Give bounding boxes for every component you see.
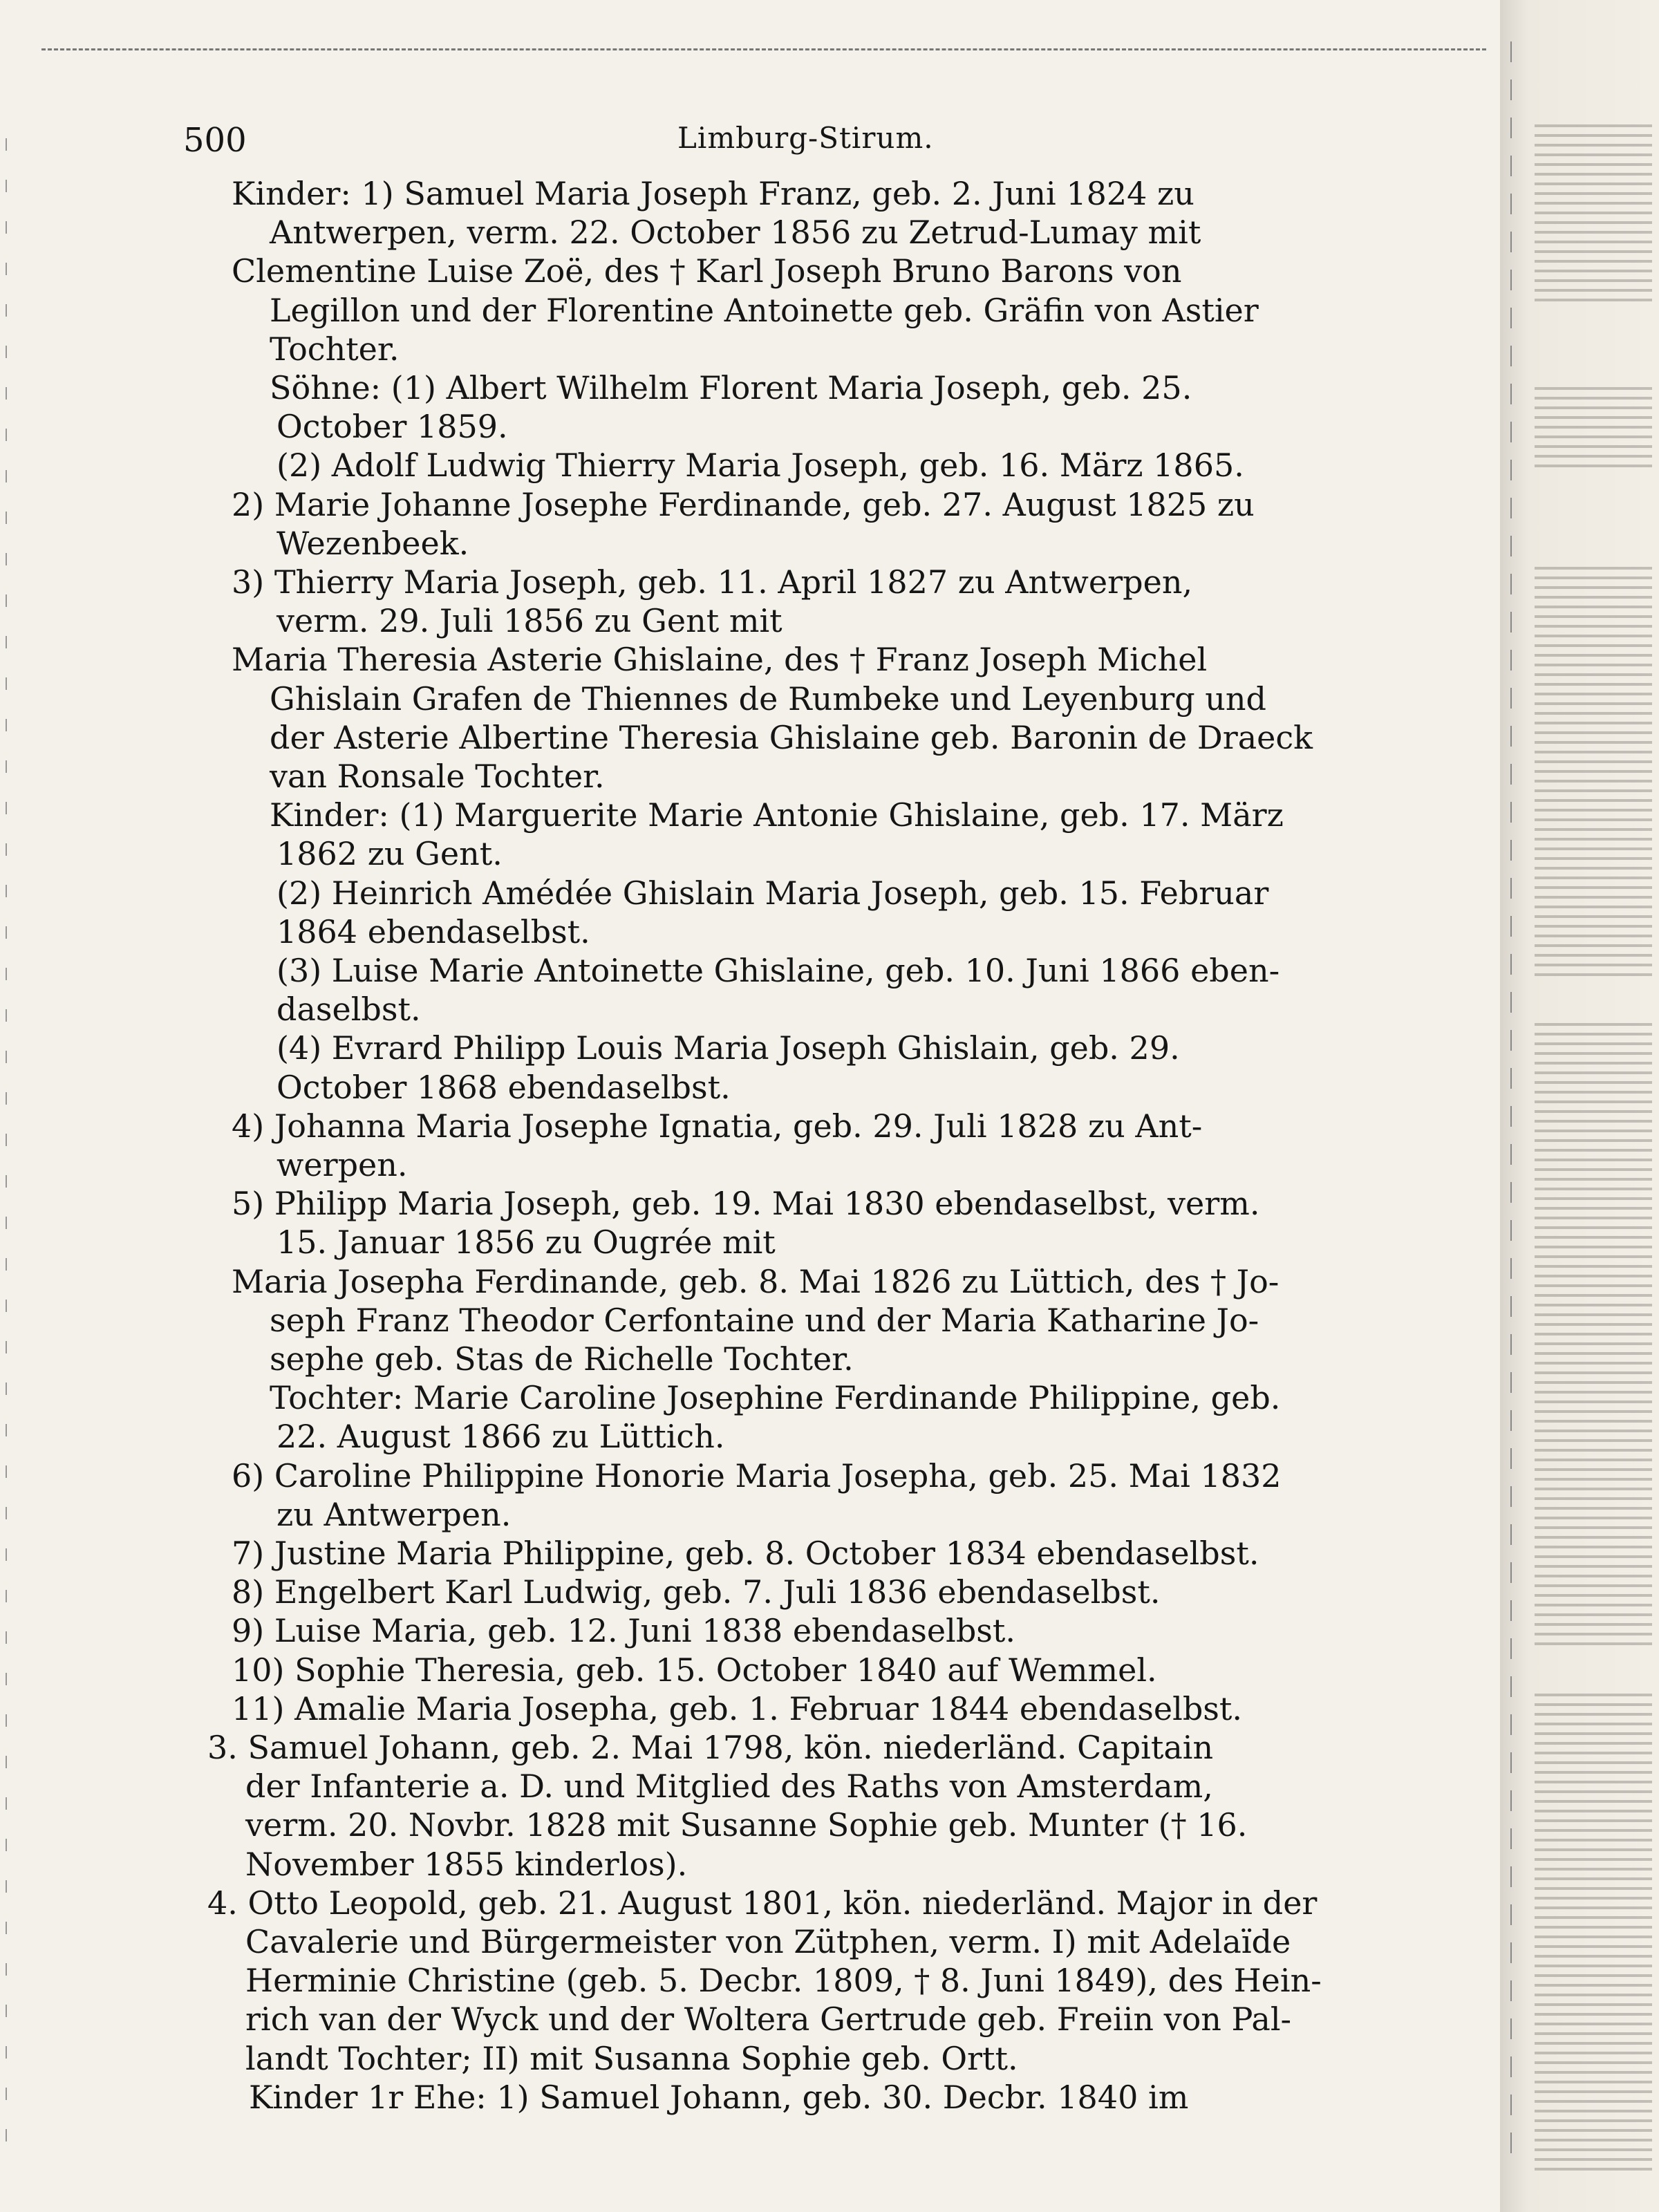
text-line: Ghislain Grafen de Thiennes de Rumbeke und Leyenburg und (270, 679, 1266, 718)
text-line: Maria Josepha Ferdinande, geb. 8. Mai 1826 zu Lüttich, des † Jo- (232, 1262, 1280, 1300)
text-line: Cavalerie und Bürgermeister von Zütphen, verm. I) mit Adelaïde (245, 1923, 1291, 1960)
text-line: October 1868 ebendaselbst. (276, 1068, 731, 1106)
text-line: verm. 20. Novbr. 1828 mit Susanne Sophie geb. Munter († 16. (245, 1806, 1248, 1844)
text-line: 9) Luise Maria, geb. 12. Juni 1838 ebendaselbst. (232, 1612, 1016, 1650)
text-line: Wezenbeek. (276, 524, 469, 562)
text-line: der Asterie Albertine Theresia Ghislaine geb. Baronin de Draeck (270, 718, 1313, 756)
text-line: daselbst. (276, 991, 421, 1029)
text-line: 8) Engelbert Karl Ludwig, geb. 7. Juli 1836 ebendaselbst. (232, 1573, 1161, 1611)
text-line: 7) Justine Maria Philippine, geb. 8. October 1834 ebendaselbst. (232, 1535, 1259, 1572)
text-line: 1864 ebendaselbst. (276, 912, 590, 950)
text-line: 11) Amalie Maria Josepha, geb. 1. Februar 1844 ebendaselbst. (232, 1689, 1242, 1727)
text-line: (2) Heinrich Amédée Ghislain Maria Joseph, geb. 15. Februar (276, 874, 1269, 912)
text-line: verm. 29. Juli 1856 zu Gent mit (276, 602, 782, 640)
text-line: 4. Otto Leopold, geb. 21. August 1801, kön. niederländ. Major in der (207, 1884, 1318, 1922)
text-line: 4) Johanna Maria Josephe Ignatia, geb. 29. Juli 1828 zu Ant- (232, 1107, 1203, 1145)
text-line: 15. Januar 1856 zu Ougrée mit (276, 1224, 776, 1262)
text-line: werpen. (276, 1146, 408, 1183)
text-line: der Infanterie a. D. und Mitglied des Raths von Amsterdam, (245, 1768, 1213, 1806)
text-line: 6) Caroline Philippine Honorie Maria Josepha, geb. 25. Mai 1832 (232, 1456, 1282, 1494)
text-line: (2) Adolf Ludwig Thierry Maria Joseph, geb. 16. März 1865. (276, 447, 1244, 485)
text-line: 5) Philipp Maria Joseph, geb. 19. Mai 1830 ebendaselbst, verm. (232, 1185, 1260, 1223)
text-line: November 1855 kinderlos). (245, 1845, 688, 1883)
text-line: 22. August 1866 zu Lüttich. (276, 1418, 725, 1456)
text-line: Tochter: Marie Caroline Josephine Ferdinande Philippine, geb. (270, 1379, 1281, 1417)
text-line: 3. Samuel Johann, geb. 2. Mai 1798, kön. niederländ. Capitain (207, 1729, 1214, 1766)
text-line: Clementine Luise Zoë, des † Karl Joseph Bruno Barons von (232, 252, 1182, 290)
text-line: October 1859. (276, 408, 508, 446)
text-line: Kinder 1r Ehe: 1) Samuel Johann, geb. 30. Decbr. 1840 im (249, 2078, 1189, 2116)
page-top-rule (41, 48, 1486, 50)
text-line: zu Antwerpen. (276, 1495, 512, 1533)
text-line: 10) Sophie Theresia, geb. 15. October 1840 auf Wemmel. (232, 1651, 1157, 1689)
text-line: Kinder: 1) Samuel Maria Joseph Franz, geb. 2. Juni 1824 zu (232, 175, 1194, 212)
bleed-text-block (1535, 1694, 1652, 2177)
text-line: Söhne: (1) Albert Wilhelm Florent Maria Joseph, geb. 25. (270, 369, 1192, 406)
left-margin-marks (6, 138, 7, 2143)
text-line: Kinder: (1) Marguerite Marie Antonie Ghislaine, geb. 17. März (270, 796, 1284, 834)
gutter-line (1510, 41, 1512, 2157)
text-line: (4) Evrard Philipp Louis Maria Joseph Ghislain, geb. 29. (276, 1029, 1180, 1067)
text-line: (3) Luise Marie Antoinette Ghislaine, geb. 10. Juni 1866 eben- (276, 952, 1280, 989)
text-line: Herminie Christine (geb. 5. Decbr. 1809, † 8. Juni 1849), des Hein- (245, 1962, 1322, 2000)
text-line: seph Franz Theodor Cerfontaine und der Maria Katharine Jo- (270, 1301, 1259, 1339)
text-line: Tochter. (270, 330, 400, 368)
text-line: 1862 zu Gent. (276, 835, 503, 873)
text-line: 2) Marie Johanne Josephe Ferdinande, geb. 27. August 1825 zu (232, 485, 1255, 523)
running-head: Limburg-Stirum. (677, 121, 934, 155)
bleed-text-block (1535, 124, 1652, 304)
text-line: Legillon und der Florentine Antoinette geb. Gräfin von Astier (270, 291, 1259, 329)
text-line: landt Tochter; II) mit Susanna Sophie geb. Ortt. (245, 2039, 1018, 2077)
bleed-text-block (1535, 567, 1652, 982)
text-line: sephe geb. Stas de Richelle Tochter. (270, 1340, 854, 1378)
text-line: rich van der Wyck und der Woltera Gertrude geb. Freiin von Pal- (245, 2000, 1292, 2038)
page-number: 500 (183, 121, 247, 160)
text-line: van Ronsale Tochter. (270, 758, 605, 795)
bleed-text-block (1535, 387, 1652, 470)
text-line: 3) Thierry Maria Joseph, geb. 11. April 1827 zu Antwerpen, (232, 563, 1193, 601)
bleed-text-block (1535, 1023, 1652, 1645)
text-line: Maria Theresia Asterie Ghislaine, des † Franz Joseph Michel (232, 641, 1208, 679)
text-line: Antwerpen, verm. 22. October 1856 zu Zetrud-Lumay mit (270, 214, 1201, 252)
